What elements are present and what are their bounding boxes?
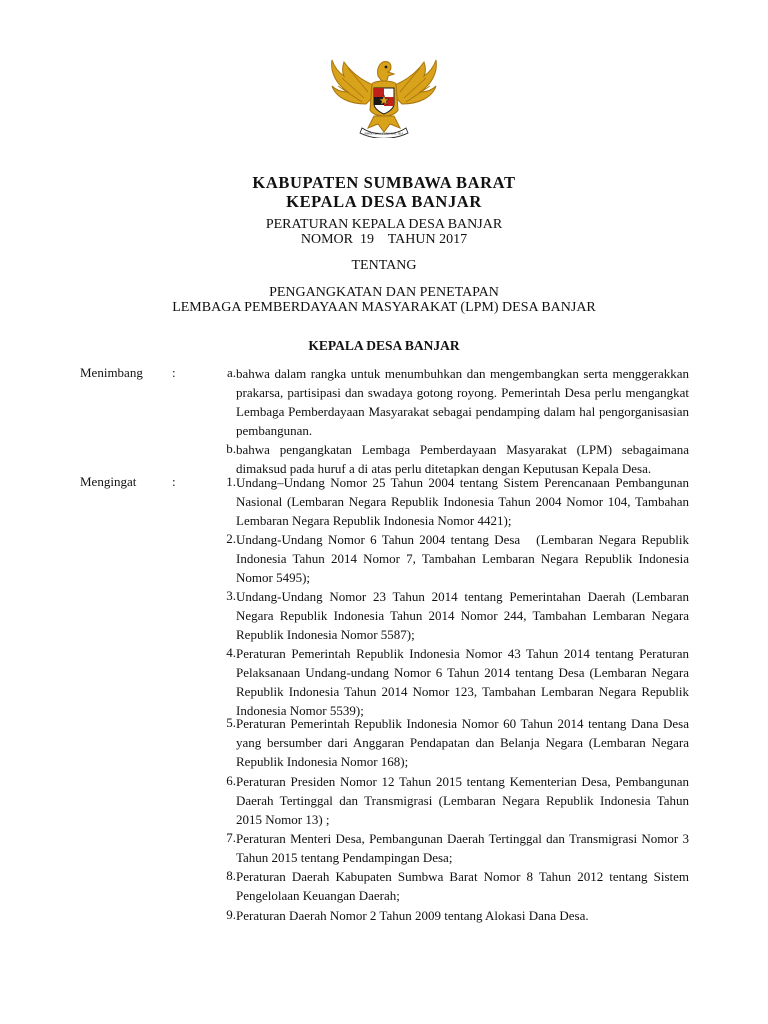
- item-marker: 1.: [226, 474, 236, 489]
- item-marker: 8.: [226, 868, 236, 883]
- item-marker: 6.: [226, 773, 236, 788]
- item-marker: 9.: [226, 907, 236, 922]
- item-marker: 3.: [226, 588, 236, 603]
- item-marker: a.: [226, 365, 236, 380]
- item-text: Undang–Undang Nomor 25 Tahun 2004 tentang Sistem Perencanaan Pembangunan Nasional (Lembaran Negara Republik Indonesia Tahun 2004 Nomor 104, Tambahan Lembaran Negara Republik Indonesia Nomor 4421);: [236, 475, 689, 528]
- mengingat-colon: :: [172, 474, 176, 489]
- garuda-emblem-icon: [328, 54, 440, 138]
- official-heading: KEPALA DESA BANJAR: [308, 338, 460, 353]
- item-marker: b.: [226, 441, 236, 456]
- item-text: Peraturan Pemerintah Republik Indonesia Nomor 43 Tahun 2014 tentang Peraturan Pelaksanaan Undang-undang Nomor 6 Tahun 2014 tentang Desa (Lembaran Negara Republik Indonesia Tahun 2014 Nomor 123, Tambahan Lembaran Negara Republik Indonesia Nomor 5539);: [236, 646, 689, 718]
- item-text: Peraturan Menteri Desa, Pembangunan Daerah Tertinggal dan Transmigrasi Nomor 3 Tahun 2015 tentang Pendampingan Desa;: [236, 831, 689, 865]
- item-text: bahwa pengangkatan Lembaga Pemberdayaan Masyarakat (LPM) sebagaimana dimaksud pada huruf a di atas perlu ditetapkan dengan Keputusan Kepala Desa.: [236, 442, 689, 476]
- item-text: Peraturan Presiden Nomor 12 Tahun 2015 tentang Kementerian Desa, Pembangunan Daerah Tertinggal dan Transmigrasi (Lembaran Negara Republik Indonesia Tahun 2015 Nomor 13) ;: [236, 774, 689, 827]
- item-text: Peraturan Daerah Kabupaten Sumbwa Barat Nomor 8 Tahun 2012 tentang Sistem Pengelolaan Keuangan Daerah;: [236, 869, 689, 903]
- menimbang-colon: :: [172, 365, 176, 380]
- item-text: Peraturan Daerah Nomor 2 Tahun 2009 tentang Alokasi Dana Desa.: [236, 908, 589, 923]
- regulation-number: NOMOR 19 TAHUN 2017: [300, 232, 468, 247]
- subject-line-2: LEMBAGA PEMBERDAYAAN MASYARAKAT (LPM) DESA BANJAR: [172, 300, 596, 315]
- item-text: Undang-Undang Nomor 6 Tahun 2004 tentang Desa (Lembaran Negara Republik Indonesia Tahun 2014 Nomor 7, Tambahan Lembaran Negara Republik Indonesia Nomor 5495);: [236, 532, 693, 585]
- item-marker: 2.: [226, 531, 236, 546]
- about-label: TENTANG: [351, 258, 417, 273]
- item-text: Peraturan Pemerintah Republik Indonesia Nomor 60 Tahun 2014 tentang Dana Desa yang bersumber dari Anggaran Pendapatan dan Belanja Negara (Lembaran Negara Republik Indonesia Nomor 168);: [236, 716, 689, 769]
- garuda-emblem-graphic: [328, 54, 440, 138]
- item-text: bahwa dalam rangka untuk menumbuhkan dan mengembangkan serta menggerakkan prakarsa, partisipasi dan swadaya gotong royong. Pemerintah Desa perlu mengangkat Lembaga Pemberdayaan Masyarakat sebagai pendamping dalam hal pengorganisasian pembangunan.: [236, 366, 689, 438]
- subject-line-1: PENGANGKATAN DAN PENETAPAN: [269, 285, 499, 300]
- item-marker: 5.: [226, 715, 236, 730]
- item-text: Undang-Undang Nomor 23 Tahun 2014 tentang Pemerintahan Daerah (Lembaran Negara Republik Indonesia Tahun 2014 Nomor 244, Tambahan Lembaran Negara Republik Indonesia Nomor 5587);: [236, 589, 689, 642]
- regency-heading: KABUPATEN SUMBAWA BARAT: [252, 173, 516, 192]
- village-head-heading: KEPALA DESA BANJAR: [286, 192, 482, 211]
- item-marker: 7.: [226, 830, 236, 845]
- regulation-title: PERATURAN KEPALA DESA BANJAR: [265, 217, 503, 232]
- mengingat-label: Mengingat: [80, 474, 137, 489]
- emblem-motto: BHINNEKA TUNGGAL IKA: [364, 131, 404, 136]
- menimbang-label: Menimbang: [80, 365, 143, 380]
- item-marker: 4.: [226, 645, 236, 660]
